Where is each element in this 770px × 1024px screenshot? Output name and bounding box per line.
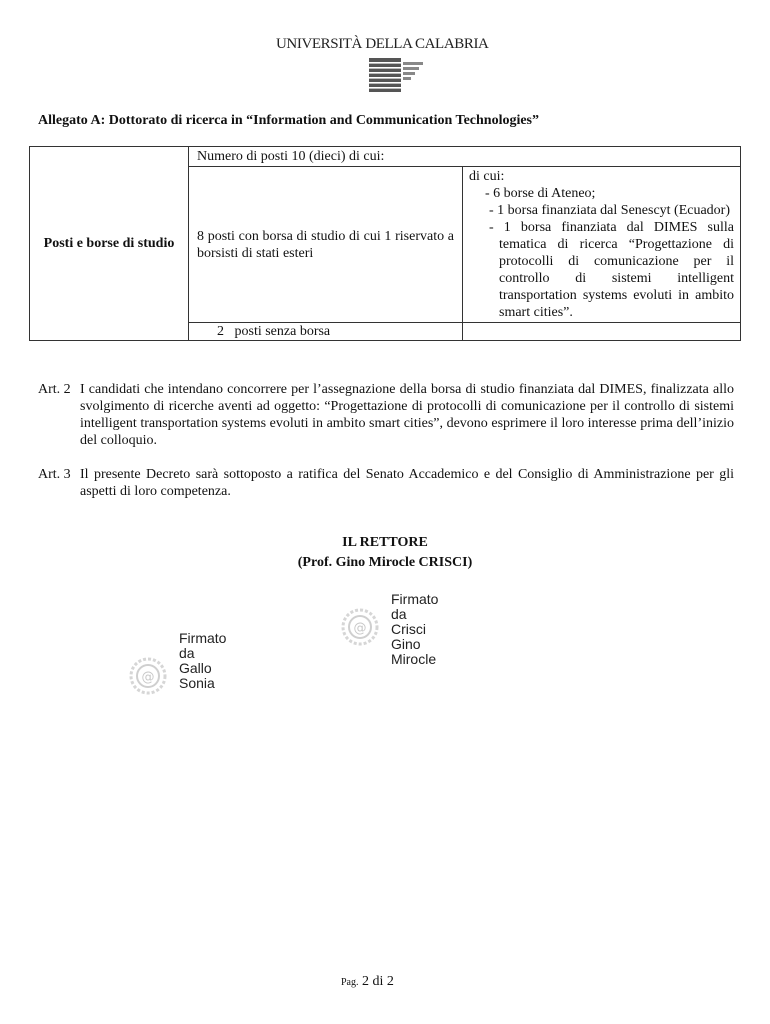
posti-table [29, 146, 741, 341]
numero-posti: Numero di posti 10 (dieci) di cui: [189, 147, 741, 167]
page-number [341, 974, 394, 990]
signature-line: da [179, 645, 195, 661]
signature-line: Crisci [391, 621, 426, 637]
svg-text:@: @ [353, 621, 367, 636]
signature-crisci [391, 592, 438, 667]
article-text: Il presente Decreto sarà sottoposto a ratifica del Senato Accademico e del Consiglio di Amministrazione per gli aspetti di loro competenza. [80, 467, 734, 499]
posti-label: Posti e borse di studio [30, 147, 189, 341]
signature-line: Firmato [179, 630, 227, 646]
rettore-name: (Prof. Gino Mirocle CRISCI) [297, 555, 473, 570]
article-number: Art. 2 [38, 382, 71, 397]
allegato-title: Allegato A: Dottorato di ricerca in “Information and Communication Technologies” [38, 113, 540, 128]
posti-senza-borsa: 2 posti senza borsa [189, 323, 463, 341]
posti-con-borsa: 8 posti con borsa di studio di cui 1 riservato a borsisti di stati esteri [189, 167, 463, 323]
page-prefix: Pag. [341, 977, 359, 988]
empty-cell [463, 323, 741, 341]
rettore-signature-block [0, 533, 770, 573]
borse-list [463, 167, 741, 323]
borsa-item: - 1 borsa finanziata dal Senescyt (Ecuador) [489, 203, 731, 218]
article-2 [38, 381, 734, 449]
university-name: UNIVERSITÀ DELLA CALABRIA [276, 36, 489, 52]
article-3 [38, 466, 734, 500]
university-stripes-logo-icon [369, 58, 424, 92]
svg-text:@: @ [141, 670, 155, 685]
article-number: Art. 3 [38, 467, 71, 482]
signature-line: Sonia [179, 675, 215, 691]
signature-gallo [179, 631, 226, 691]
rettore-title: IL RETTORE [342, 535, 428, 550]
signature-line: Gino [391, 636, 421, 652]
digital-signature-seal-icon [128, 656, 168, 696]
di-cui-label: di cui: [469, 169, 505, 184]
page-count: 2 di 2 [362, 974, 394, 989]
signature-line: Firmato [391, 591, 439, 607]
signature-line: Gallo [179, 660, 212, 676]
signature-line: da [391, 606, 407, 622]
borsa-item: - 6 borse di Ateneo; [485, 186, 596, 201]
article-text: I candidati che intendano concorrere per l’assegnazione della borsa di studio finanziata dal DIMES, finalizzata allo svolgimento di ricerche aventi ad oggetto: “Progettazione di protocolli di comunicazione per il controllo di sistemi intelligent transportation systems evoluti in ambito smart cities”, devono esprimere il loro interesse prima dell’inizio del colloquio. [80, 382, 734, 448]
signature-line: Mirocle [391, 651, 437, 667]
digital-signature-seal-icon [340, 607, 380, 647]
borsa-item: - 1 borsa finanziata dal DIMES sulla tematica di ricerca “Progettazione di protocolli di comunicazione per il controllo di sistemi intelligent transportation systems evoluti in ambito smart cities”. [489, 220, 734, 320]
